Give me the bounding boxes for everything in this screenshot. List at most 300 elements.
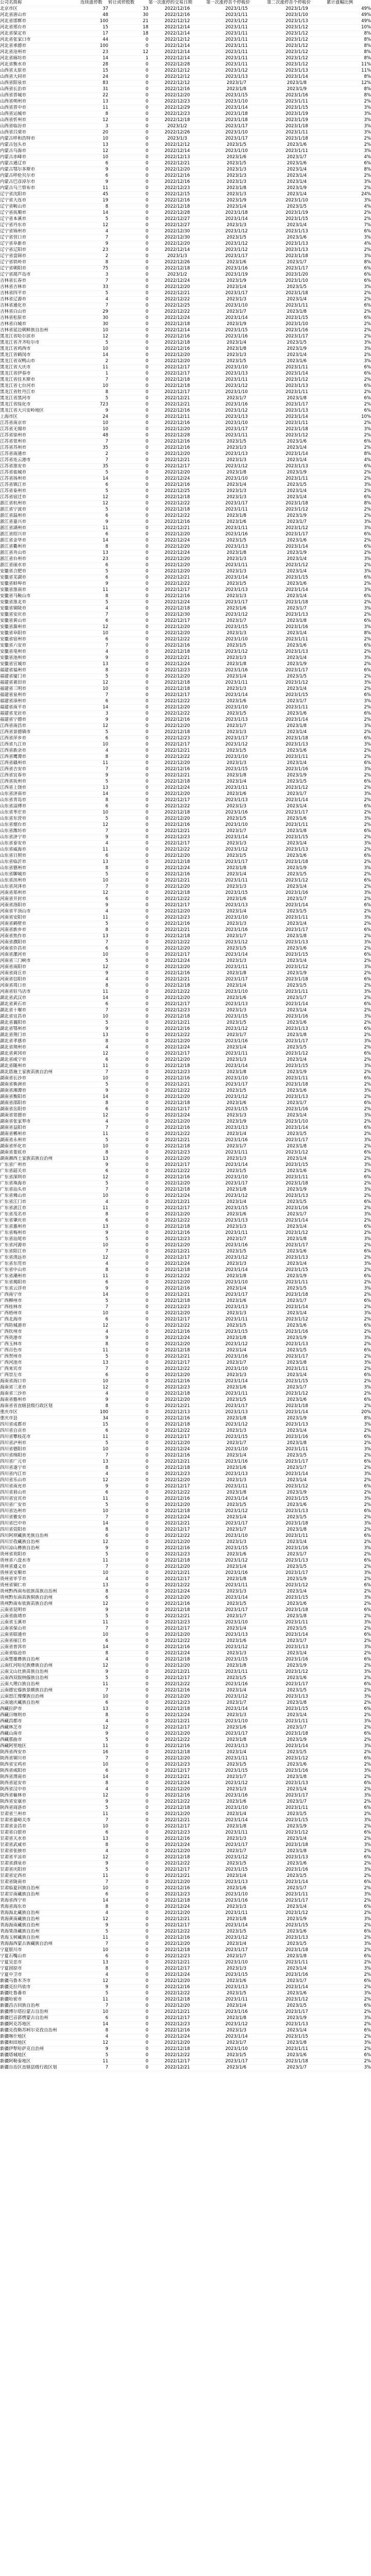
table-cell[interactable]: 9 (80, 1731, 108, 1737)
table-row[interactable] (0, 1756, 371, 1762)
table-cell[interactable]: 7 (80, 1187, 108, 1193)
table-cell[interactable]: 2023/1/16 (267, 1014, 327, 1020)
table-cell[interactable]: 2022/12/20 (148, 1910, 206, 1917)
table-row[interactable] (0, 1904, 371, 1910)
table-cell[interactable]: 0 (108, 606, 148, 612)
table-cell[interactable]: 2023/1/4 (267, 1787, 327, 1793)
table-cell[interactable]: 2022/12/28 (148, 210, 206, 216)
table-cell[interactable]: 2023/1/17 (267, 2009, 327, 2015)
table-cell[interactable]: 2023/1/11 (206, 1317, 267, 1323)
table-cell[interactable]: 9 (80, 1397, 108, 1403)
table-cell[interactable]: 2% (327, 1267, 371, 1274)
table-cell[interactable]: 6% (327, 1632, 371, 1638)
table-cell[interactable]: 四川省广安市 (0, 1502, 80, 1509)
table-cell[interactable]: 3% (327, 117, 371, 124)
table-row[interactable] (0, 1781, 371, 1787)
table-cell[interactable]: 14 (80, 56, 108, 62)
table-row[interactable] (0, 328, 371, 334)
table-cell[interactable]: 2023/1/5 (267, 1564, 327, 1570)
table-cell[interactable]: 3% (327, 940, 371, 946)
table-cell[interactable]: 2023/1/12 (267, 433, 327, 439)
table-cell[interactable]: 2022/12/20 (148, 760, 206, 767)
table-cell[interactable]: 2023/1/16 (267, 1867, 327, 1873)
table-cell[interactable]: 2% (327, 420, 371, 427)
table-cell[interactable]: 广东省深圳市 (0, 1175, 80, 1181)
table-cell[interactable]: 2023/1/6 (206, 1552, 267, 1558)
table-row[interactable] (0, 1045, 371, 1051)
table-cell[interactable]: 2% (327, 1713, 371, 1719)
table-cell[interactable]: 0 (108, 488, 148, 495)
table-cell[interactable]: 2023/1/4 (206, 1750, 267, 1756)
table-cell[interactable]: 0 (108, 995, 148, 1002)
table-cell[interactable]: 甘肃省平凉市 (0, 1855, 80, 1861)
table-cell[interactable]: 2022/12/20 (148, 1311, 206, 1317)
table-cell[interactable]: 2022/12/24 (148, 958, 206, 964)
table-cell[interactable]: 0 (108, 1045, 148, 1051)
table-cell[interactable]: 2023/1/11 (267, 1175, 327, 1181)
table-cell[interactable]: 吉林省白城市 (0, 321, 80, 328)
table-cell[interactable]: 2022/12/21 (148, 1020, 206, 1026)
table-cell[interactable]: 4 (80, 748, 108, 754)
table-cell[interactable]: 广东省梅州市 (0, 1230, 80, 1236)
table-cell[interactable]: 6% (327, 853, 371, 859)
table-row[interactable] (0, 223, 371, 229)
table-cell[interactable]: 2023/1/12 (206, 1781, 267, 1787)
table-row[interactable] (0, 1063, 371, 1070)
table-cell[interactable]: 2022/12/18 (148, 1391, 206, 1397)
table-cell[interactable]: 0 (108, 1824, 148, 1830)
table-cell[interactable]: 安徽省合肥市 (0, 569, 80, 575)
table-cell[interactable]: 0 (108, 1150, 148, 1156)
table-cell[interactable]: 2022/12/18 (148, 1657, 206, 1663)
table-cell[interactable]: 2022/12/18 (148, 779, 206, 785)
table-cell[interactable]: 2023/1/8 (206, 550, 267, 556)
table-row[interactable] (0, 1799, 371, 1805)
table-cell[interactable]: 2023/1/19 (267, 111, 327, 117)
table-cell[interactable]: 0 (108, 835, 148, 841)
table-cell[interactable]: 2023/1/14 (206, 952, 267, 958)
table-row[interactable] (0, 1607, 371, 1614)
table-row[interactable] (0, 1552, 371, 1558)
table-cell[interactable]: 甘肃省兰州市 (0, 1811, 80, 1818)
table-row[interactable] (0, 68, 371, 74)
table-cell[interactable]: 0 (108, 1008, 148, 1014)
table-cell[interactable]: 2022/12/24 (148, 550, 206, 556)
table-cell[interactable]: 河南省许昌市 (0, 946, 80, 952)
table-cell[interactable]: 河北省邢台市 (0, 25, 80, 31)
table-row[interactable] (0, 173, 371, 179)
table-cell[interactable]: 11 (80, 1348, 108, 1354)
table-cell[interactable]: 0 (108, 2003, 148, 2009)
table-cell[interactable]: 2023/1/14 (206, 1162, 267, 1168)
table-cell[interactable]: 2022/12/22 (148, 699, 206, 705)
table-cell[interactable]: 2022/12/23 (148, 111, 206, 117)
table-cell[interactable]: 2023/1/3 (206, 556, 267, 563)
table-cell[interactable]: 湖南省长沙市 (0, 1076, 80, 1082)
table-cell[interactable]: 0 (108, 420, 148, 427)
table-cell[interactable]: 2023/1/5 (206, 1762, 267, 1768)
table-cell[interactable]: 2023/1/10 (206, 1175, 267, 1181)
table-cell[interactable]: 2% (327, 1527, 371, 1533)
table-cell[interactable]: 10 (80, 427, 108, 433)
table-cell[interactable]: 8 (80, 1403, 108, 1410)
table-row[interactable] (0, 575, 371, 581)
table-cell[interactable]: 6% (327, 594, 371, 600)
table-row[interactable] (0, 971, 371, 977)
table-cell[interactable]: 2022/12/23 (148, 1620, 206, 1626)
table-cell[interactable]: 2022/12/22 (148, 1218, 206, 1224)
table-cell[interactable]: 2023/1/5 (206, 1929, 267, 1935)
table-cell[interactable]: 0 (108, 161, 148, 167)
table-row[interactable] (0, 1731, 371, 1737)
table-cell[interactable]: 6 (80, 1638, 108, 1645)
table-cell[interactable]: 2023/1/7 (206, 1144, 267, 1150)
table-cell[interactable]: 2022/12/17 (148, 1162, 206, 1168)
table-cell[interactable]: 3 (80, 711, 108, 717)
table-cell[interactable]: 2022/12/23 (148, 1008, 206, 1014)
table-row[interactable] (0, 1521, 371, 1527)
table-cell[interactable]: 14 (80, 1521, 108, 1527)
table-row[interactable] (0, 1304, 371, 1311)
table-cell[interactable]: 6% (327, 1484, 371, 1490)
table-cell[interactable]: 2% (327, 773, 371, 779)
table-row[interactable] (0, 884, 371, 890)
table-cell[interactable]: 2% (327, 507, 371, 513)
table-cell[interactable]: 2022/12/23 (148, 1830, 206, 1836)
table-cell[interactable]: 2022/12/18 (148, 649, 206, 655)
table-cell[interactable]: 2022/12/18 (148, 1187, 206, 1193)
table-cell[interactable]: 3% (327, 655, 371, 662)
table-cell[interactable]: 2023/1/10 (206, 1280, 267, 1286)
table-cell[interactable]: 2023/1/12 (267, 37, 327, 43)
table-row[interactable] (0, 680, 371, 686)
table-cell[interactable]: 内蒙古乌兰察布市 (0, 185, 80, 192)
table-cell[interactable]: 上海市区 (0, 414, 80, 420)
table-cell[interactable]: 2023/1/6 (267, 946, 327, 952)
table-cell[interactable]: 2022/12/21 (148, 526, 206, 532)
table-cell[interactable]: 2023/1/8 (267, 723, 327, 730)
table-cell[interactable]: 2022/12/16 (148, 1175, 206, 1181)
table-cell[interactable]: 5 (80, 674, 108, 680)
table-cell[interactable]: 云南楚雄彝族自治州 (0, 1657, 80, 1663)
table-cell[interactable]: 2023/1/10 (267, 1119, 327, 1125)
table-row[interactable] (0, 6, 371, 12)
table-cell[interactable]: 2022/12/23 (148, 1954, 206, 1960)
table-cell[interactable]: 0 (108, 977, 148, 983)
table-cell[interactable]: 2022/12/12 (148, 142, 206, 148)
table-cell[interactable]: 2023/1/14 (267, 1410, 327, 1416)
table-cell[interactable]: 2023/1/10 (206, 1366, 267, 1372)
table-cell[interactable]: 3% (327, 105, 371, 111)
table-cell[interactable]: 8 (80, 1651, 108, 1657)
table-cell[interactable]: 2023/1/5 (267, 983, 327, 989)
table-cell[interactable]: 2023/1/12 (206, 1509, 267, 1515)
table-cell[interactable]: 10 (80, 1824, 108, 1830)
table-cell[interactable]: 0 (108, 1193, 148, 1199)
table-row[interactable] (0, 1329, 371, 1335)
table-cell[interactable]: 广西防城港市 (0, 1323, 80, 1329)
table-cell[interactable]: 12 (80, 822, 108, 828)
table-cell[interactable]: 0 (108, 427, 148, 433)
table-cell[interactable]: 2023/1/15 (206, 1972, 267, 1978)
table-row[interactable] (0, 643, 371, 649)
table-cell[interactable]: 2022/12/24 (148, 1781, 206, 1787)
table-cell[interactable]: 浙江省金华市 (0, 538, 80, 544)
table-cell[interactable]: 2022/12/18 (148, 266, 206, 272)
table-cell[interactable]: 6% (327, 828, 371, 835)
table-cell[interactable]: 2022/12/21 (148, 2009, 206, 2015)
table-cell[interactable]: 2022/12/14 (148, 148, 206, 155)
table-row[interactable] (0, 1898, 371, 1904)
table-cell[interactable]: 2022/12/22 (148, 1168, 206, 1175)
table-cell[interactable]: 1 (108, 56, 148, 62)
table-cell[interactable]: 山西省运城市 (0, 111, 80, 117)
table-cell[interactable]: 7 (80, 1304, 108, 1311)
table-cell[interactable]: 2023/1/7 (267, 1552, 327, 1558)
table-cell[interactable]: 2023/1/7 (267, 519, 327, 526)
table-cell[interactable]: 2023/1/4 (206, 340, 267, 346)
table-cell[interactable]: 2022/12/24 (148, 1515, 206, 1521)
table-cell[interactable]: 2022/12/16 (148, 822, 206, 828)
table-cell[interactable]: 河南省鹤壁市 (0, 921, 80, 927)
table-cell[interactable]: 17 (80, 31, 108, 37)
table-cell[interactable]: 青海海北藏族自治州 (0, 1910, 80, 1917)
table-cell[interactable]: 黑龙江省七台河市 (0, 383, 80, 389)
table-cell[interactable]: 2022/12/13 (148, 1410, 206, 1416)
table-cell[interactable]: 12 (80, 680, 108, 686)
table-cell[interactable]: 33 (108, 6, 148, 12)
table-cell[interactable]: 0 (108, 1292, 148, 1298)
table-cell[interactable]: 2022/12/24 (148, 662, 206, 668)
table-cell[interactable]: 2023/1/14 (267, 371, 327, 377)
table-cell[interactable]: 3 (80, 272, 108, 278)
table-cell[interactable]: 2023/1/12 (267, 1484, 327, 1490)
table-cell[interactable]: 5 (80, 872, 108, 878)
table-cell[interactable]: 2023/1/4 (206, 482, 267, 488)
table-cell[interactable]: 2% (327, 445, 371, 451)
table-cell[interactable]: 2023/1/12 (267, 1583, 327, 1589)
table-cell[interactable]: 广西南宁市 (0, 1292, 80, 1298)
table-cell[interactable]: 0 (108, 1082, 148, 1088)
table-cell[interactable]: 2023/1/9 (267, 1274, 327, 1280)
table-cell[interactable]: 3% (327, 1645, 371, 1651)
table-cell[interactable]: 湖南省张家界市 (0, 1119, 80, 1125)
table-cell[interactable]: 2023/1/16 (206, 668, 267, 674)
table-cell[interactable]: 2023/1/4 (206, 1941, 267, 1947)
table-cell[interactable]: 2023/1/15 (206, 624, 267, 631)
table-cell[interactable]: 0 (108, 569, 148, 575)
table-cell[interactable]: 0 (108, 1947, 148, 1954)
table-cell[interactable]: 2022/12/20 (148, 624, 206, 631)
table-cell[interactable]: 6% (327, 303, 371, 309)
table-cell[interactable]: 6% (327, 643, 371, 649)
table-row[interactable] (0, 1298, 371, 1304)
table-cell[interactable]: 11 (80, 847, 108, 853)
table-row[interactable] (0, 451, 371, 457)
table-cell[interactable]: 10 (80, 1694, 108, 1700)
table-cell[interactable]: 2023/1/15 (267, 1595, 327, 1601)
table-cell[interactable]: 3% (327, 1570, 371, 1577)
table-cell[interactable]: 河南省信阳市 (0, 977, 80, 983)
table-cell[interactable]: 4% (327, 457, 371, 464)
table-cell[interactable]: 6% (327, 365, 371, 371)
table-cell[interactable]: 宁夏固原市 (0, 1966, 80, 1972)
table-cell[interactable]: 湖北省宜昌市 (0, 1014, 80, 1020)
table-cell[interactable]: 9 (80, 1799, 108, 1805)
table-cell[interactable]: 6 (80, 1107, 108, 1113)
table-cell[interactable]: 2022/12/21 (148, 1570, 206, 1577)
table-cell[interactable]: 0 (108, 1799, 148, 1805)
table-cell[interactable]: 3% (327, 1867, 371, 1873)
table-cell[interactable]: 2023/1/19 (267, 210, 327, 216)
table-cell[interactable]: 12 (108, 49, 148, 56)
table-cell[interactable]: 2022/12/20 (148, 964, 206, 971)
table-cell[interactable]: 100 (80, 1410, 108, 1416)
table-cell[interactable]: 2022/12/16 (148, 1026, 206, 1032)
table-cell[interactable]: 湖北省襄阳市 (0, 1020, 80, 1026)
table-cell[interactable]: 湖北省十堰市 (0, 1008, 80, 1014)
table-cell[interactable]: 12 (80, 334, 108, 340)
table-cell[interactable]: 2023/1/8 (206, 1490, 267, 1496)
table-cell[interactable]: 2023/1/4 (206, 1626, 267, 1632)
table-cell[interactable]: 0 (108, 155, 148, 161)
table-cell[interactable]: 2023/1/6 (206, 1978, 267, 1985)
table-cell[interactable]: 6 (80, 563, 108, 569)
table-cell[interactable]: 2023/1/11 (206, 43, 267, 49)
table-cell[interactable]: 2023/1/7 (267, 1978, 327, 1985)
table-cell[interactable]: 8 (80, 754, 108, 760)
table-cell[interactable]: 0 (108, 513, 148, 519)
table-cell[interactable]: 2023/1/18 (267, 1082, 327, 1088)
table-cell[interactable]: 2023/1/13 (267, 1094, 327, 1100)
table-cell[interactable]: 3% (327, 124, 371, 130)
table-cell[interactable]: 6% (327, 1929, 371, 1935)
table-row[interactable] (0, 600, 371, 606)
table-cell[interactable]: 云南红河哈尼族彝族自治州 (0, 1663, 80, 1669)
table-cell[interactable]: 0 (108, 575, 148, 581)
table-cell[interactable]: 7 (80, 940, 108, 946)
table-cell[interactable]: 贵州省安顺市 (0, 1570, 80, 1577)
table-cell[interactable]: 2023/1/6 (206, 260, 267, 266)
table-cell[interactable]: 2023/1/13 (206, 1879, 267, 1886)
table-cell[interactable]: 云南迪庆藏族自治州 (0, 1700, 80, 1706)
table-cell[interactable]: 2022/12/21 (148, 1960, 206, 1966)
table-cell[interactable]: 2023/1/13 (267, 1255, 327, 1261)
table-row[interactable] (0, 1515, 371, 1521)
table-cell[interactable]: 0 (108, 1558, 148, 1564)
table-cell[interactable]: 2% (327, 1082, 371, 1088)
table-cell[interactable]: 广东省中山市 (0, 1267, 80, 1274)
table-cell[interactable]: 2022/12/20 (148, 674, 206, 680)
table-cell[interactable]: 2022/12/17 (148, 1360, 206, 1366)
table-row[interactable] (0, 1564, 371, 1570)
table-cell[interactable]: 2023/1/12 (267, 49, 327, 56)
table-cell[interactable]: 2022/12/17 (148, 1923, 206, 1929)
table-cell[interactable]: 2023/1/5 (267, 1873, 327, 1879)
table-row[interactable] (0, 1224, 371, 1230)
table-cell[interactable]: 2023/1/13 (206, 717, 267, 723)
table-row[interactable] (0, 1805, 371, 1811)
table-cell[interactable]: 0 (108, 1632, 148, 1638)
table-cell[interactable]: 0 (108, 359, 148, 365)
table-cell[interactable]: 山西省临汾市 (0, 124, 80, 130)
table-cell[interactable]: 2023/1/12 (206, 742, 267, 748)
table-cell[interactable]: 0 (108, 618, 148, 624)
table-cell[interactable]: 2023/1/6 (267, 1249, 327, 1255)
table-cell[interactable]: 重庆市区 (0, 1410, 80, 1416)
table-cell[interactable]: 2% (327, 1181, 371, 1187)
table-cell[interactable]: 2023/1/12 (206, 68, 267, 74)
table-cell[interactable]: 13 (80, 934, 108, 940)
table-cell[interactable]: 2022/12/20 (148, 352, 206, 359)
table-cell[interactable]: 5 (80, 1929, 108, 1935)
table-cell[interactable]: 7 (80, 1626, 108, 1632)
table-cell[interactable]: 2023/1/16 (206, 1682, 267, 1688)
table-cell[interactable]: 0 (108, 1002, 148, 1008)
table-cell[interactable]: 2022/12/20 (148, 359, 206, 365)
table-cell[interactable]: 2022/12/18 (148, 321, 206, 328)
table-cell[interactable]: 2023/1/8 (267, 1236, 327, 1243)
table-cell[interactable]: 0 (108, 563, 148, 569)
table-cell[interactable]: 2023/1/3 (206, 760, 267, 767)
table-cell[interactable]: 1 (80, 371, 108, 377)
table-cell[interactable]: 2023/1/12 (267, 878, 327, 884)
table-row[interactable] (0, 1577, 371, 1583)
table-row[interactable] (0, 303, 371, 309)
table-cell[interactable]: 2023/1/5 (206, 1397, 267, 1403)
table-cell[interactable]: 6% (327, 760, 371, 767)
table-cell[interactable]: 5 (80, 1354, 108, 1360)
table-cell[interactable]: 2022/12/20 (148, 1212, 206, 1218)
table-cell[interactable]: 2022/12/14 (148, 43, 206, 49)
table-cell[interactable]: 49% (327, 6, 371, 12)
table-cell[interactable]: 2023/1/18 (267, 501, 327, 507)
table-row[interactable] (0, 1082, 371, 1088)
table-cell[interactable]: 2022/12/23 (148, 668, 206, 674)
table-row[interactable] (0, 105, 371, 111)
table-cell[interactable]: 3% (327, 1694, 371, 1700)
table-cell[interactable]: 2022/12/24 (148, 278, 206, 284)
table-cell[interactable]: 6% (327, 315, 371, 321)
table-cell[interactable]: 8% (327, 49, 371, 56)
table-cell[interactable]: 2023/1/16 (267, 1768, 327, 1774)
table-cell[interactable]: 2023/1/3 (206, 1651, 267, 1657)
table-cell[interactable]: 0 (108, 291, 148, 297)
table-cell[interactable]: 2023/1/12 (267, 526, 327, 532)
table-cell[interactable]: 2% (327, 1663, 371, 1669)
table-cell[interactable]: 2023/1/14 (267, 414, 327, 420)
table-cell[interactable]: 2023/1/15 (206, 1107, 267, 1113)
table-cell[interactable]: 陕西省安康市 (0, 1799, 80, 1805)
table-cell[interactable]: 0 (108, 402, 148, 408)
table-row[interactable] (0, 705, 371, 711)
table-cell[interactable]: 2023/1/6 (267, 1991, 327, 1997)
table-cell[interactable]: 2023/1/13 (267, 68, 327, 74)
table-row[interactable] (0, 1039, 371, 1045)
table-cell[interactable]: 江苏省淮安市 (0, 464, 80, 470)
table-cell[interactable]: 0 (108, 62, 148, 68)
table-cell[interactable]: 0 (108, 612, 148, 618)
table-cell[interactable]: 0 (108, 841, 148, 847)
table-row[interactable] (0, 93, 371, 99)
table-cell[interactable]: 5 (80, 396, 108, 402)
table-row[interactable] (0, 136, 371, 142)
table-cell[interactable]: 3% (327, 1162, 371, 1168)
table-cell[interactable]: 2022/12/16 (148, 594, 206, 600)
table-cell[interactable]: 3% (327, 1138, 371, 1144)
table-cell[interactable]: 31 (80, 87, 108, 93)
table-cell[interactable]: 2022/12/20 (148, 1879, 206, 1886)
